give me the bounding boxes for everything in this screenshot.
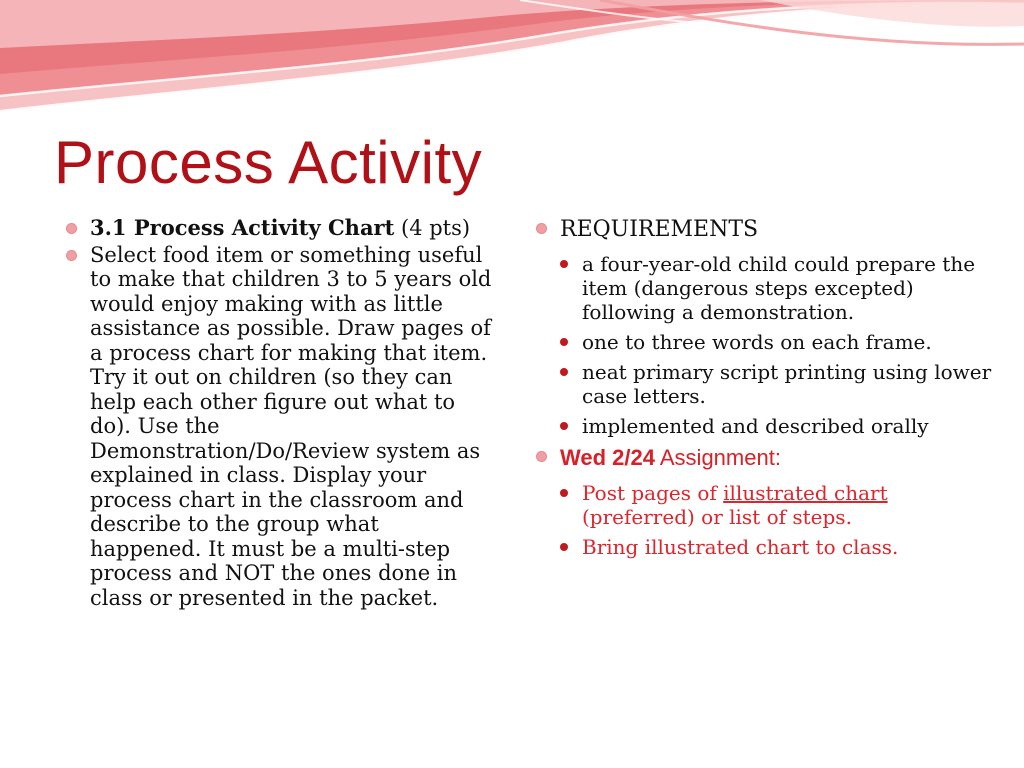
slide-title: Process Activity	[54, 129, 483, 196]
list-item-requirements	[534, 216, 1004, 438]
bullet-icon	[560, 489, 568, 497]
requirement-text: implemented and described orally	[582, 414, 929, 438]
right-bullet-list	[534, 216, 1004, 559]
requirements-sublist	[558, 252, 1004, 438]
instructions-text: Select food item or something useful to make that children 3 to 5 years old would enjoy making with as little assistance as possible. Draw pages of a process chart for making that item. Try it out on children (so they can help each other figure out what to do). Use the Demonstration/Do/Review system as explained in class. Display your process chart in the classroom and describe to the group what happened. It must be a multi-step process and NOT the ones done in class or presented in the packet.	[90, 242, 492, 610]
bullet-icon	[536, 223, 547, 234]
bullet-icon	[560, 368, 568, 376]
requirement-item	[558, 252, 1004, 324]
assignment-sublist	[558, 481, 1004, 559]
requirement-text: a four-year-old child could prepare the item (dangerous steps excepted) following a demonstration.	[582, 252, 976, 324]
list-item-chart-heading	[64, 216, 494, 241]
requirement-item	[558, 360, 1004, 408]
left-column	[64, 216, 494, 612]
bullet-icon	[560, 260, 568, 268]
post-prefix: Post pages of	[582, 481, 724, 505]
right-column	[534, 216, 1004, 565]
post-suffix: (preferred) or list of steps.	[582, 505, 852, 529]
chart-heading-bold: 3.1 Process Activity Chart	[90, 215, 395, 240]
bullet-icon	[66, 223, 77, 234]
illustrated-chart-link[interactable]: illustrated chart	[723, 481, 888, 505]
requirement-item	[558, 330, 1004, 354]
assignment-item-bring	[558, 535, 1004, 559]
requirements-heading: REQUIREMENTS	[560, 217, 759, 242]
assignment-date: Wed 2/24	[560, 445, 655, 470]
decorative-header-waves	[0, 0, 1024, 130]
assignment-item-post	[558, 481, 1004, 529]
bullet-icon	[536, 451, 547, 462]
list-item-assignment	[534, 444, 1004, 559]
list-item-instructions	[64, 243, 494, 611]
bullet-icon	[560, 543, 568, 551]
bring-text: Bring illustrated chart to class.	[582, 535, 899, 559]
bullet-icon	[66, 250, 77, 261]
requirement-text: neat primary script printing using lower case letters.	[582, 360, 992, 408]
requirement-item	[558, 414, 1004, 438]
bullet-icon	[560, 338, 568, 346]
bullet-icon	[560, 422, 568, 430]
left-bullet-list	[64, 216, 494, 610]
assignment-label: Assignment:	[654, 445, 781, 470]
requirement-text: one to three words on each frame.	[582, 330, 932, 354]
chart-heading-points: (4 pts)	[394, 216, 471, 240]
